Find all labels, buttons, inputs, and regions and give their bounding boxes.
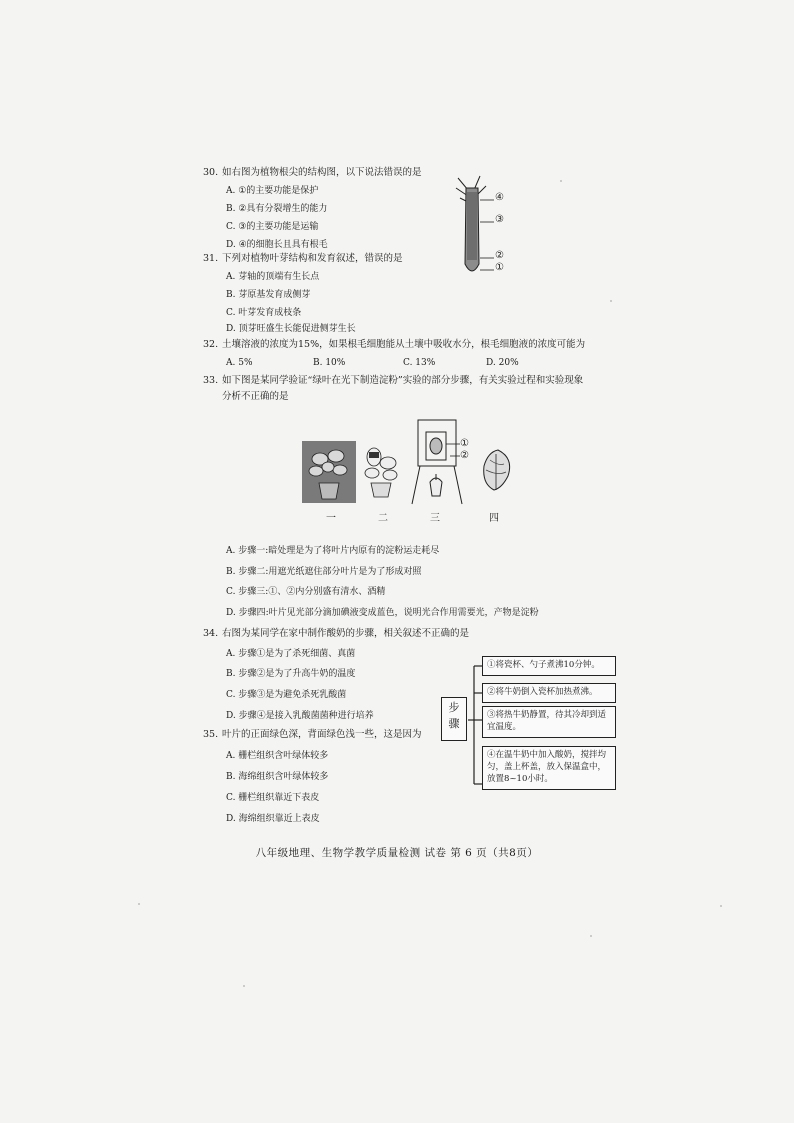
q32-option-c: C. 13%: [403, 358, 436, 368]
q35-option-b: B. 海绵组织含叶绿体较多: [226, 772, 329, 782]
q35-number: 35.: [203, 729, 219, 740]
scan-speck: [243, 985, 245, 987]
step1-dark-plant-figure: [302, 441, 356, 503]
q33-stem-line1: 如下图是某同学验证“绿叶在光下制造淀粉”实验的部分步骤，有关实验过程和实验现象: [222, 375, 584, 386]
q31-number: 31.: [203, 253, 219, 264]
q32-option-a: A. 5%: [226, 358, 253, 368]
q35-option-d: D. 海绵组织靠近上表皮: [226, 814, 320, 824]
q33-number: 33.: [203, 375, 219, 386]
beaker-label-2: ②: [460, 450, 469, 461]
fig-label-step3: 三: [430, 513, 440, 524]
root-label-4: ④: [495, 192, 504, 203]
q31-stem: 下列对植物叶芽结构和发育叙述，错误的是: [222, 253, 403, 264]
fig-label-step1: 一: [326, 513, 336, 524]
q32-stem: 土壤溶液的浓度为15%，如果根毛细胞能从土壤中吸收水分，根毛细胞液的浓度可能为: [222, 339, 586, 350]
q34-number: 34.: [203, 628, 219, 639]
q34-option-d: D. 步骤④是接入乳酸菌菌种进行培养: [226, 711, 374, 721]
q33-stem-line2: 分析不正确的是: [222, 391, 289, 402]
q35-stem: 叶片的正面绿色深，背面绿色浅一些，这是因为: [222, 729, 422, 740]
page-footer: 八年级地理、生物学教学质量检测 试卷 第 6 页（共8页）: [255, 847, 539, 859]
q31-option-c: C. 叶芽发育成枝条: [226, 308, 302, 318]
q31-option-a: A. 芽轴的顶端有生长点: [226, 272, 320, 282]
q32-option-b: B. 10%: [313, 358, 346, 368]
step-2-box: ②将牛奶倒入瓷杯加热煮沸。: [482, 683, 616, 703]
q32-number: 32.: [203, 339, 219, 350]
scan-speck: [610, 300, 612, 302]
q31-option-b: B. 芽原基发育成侧芽: [226, 290, 311, 300]
q30-option-a: A. ①的主要功能是保护: [226, 186, 319, 196]
root-label-3: ③: [495, 214, 504, 225]
q35-option-a: A. 栅栏组织含叶绿体较多: [226, 751, 329, 761]
q34-option-c: C. 步骤③是为避免杀死乳酸菌: [226, 690, 347, 700]
scan-speck: [138, 903, 140, 905]
q33-option-b: B. 步骤二:用遮光纸遮住部分叶片是为了形成对照: [226, 567, 422, 577]
q31-option-d: D. 顶芽旺盛生长能促进侧芽生长: [226, 324, 356, 334]
scan-speck: [560, 180, 562, 182]
q34-stem: 右图为某同学在家中制作酸奶的步骤，相关叙述不正确的是: [222, 628, 470, 639]
beaker-label-1: ①: [460, 438, 469, 449]
step-1-box: ①将瓷杯、勺子煮沸10分钟。: [482, 656, 616, 676]
step3-water-bath-figure: [410, 418, 476, 510]
q33-option-c: C. 步骤三:①、②内分别盛有清水、酒精: [226, 587, 386, 597]
step-diagram-title: 步骤: [441, 697, 467, 741]
q30-option-d: D. ④的细胞长且具有根毛: [226, 240, 328, 250]
q30-option-c: C. ③的主要功能是运输: [226, 222, 319, 232]
q30-stem: 如右图为植物根尖的结构图，以下说法错误的是: [222, 167, 422, 178]
q30-number: 30.: [203, 167, 219, 178]
root-label-1: ①: [495, 262, 504, 273]
q35-option-c: C. 栅栏组织靠近下表皮: [226, 793, 320, 803]
step2-covered-plant-figure: [360, 443, 402, 501]
scan-speck: [720, 905, 722, 907]
root-label-2: ②: [495, 250, 504, 261]
step4-leaf-figure: [478, 444, 518, 496]
q34-option-a: A. 步骤①是为了杀死细菌、真菌: [226, 649, 356, 659]
q32-option-d: D. 20%: [486, 358, 519, 368]
root-tip-figure: [450, 172, 520, 284]
scan-speck: [590, 935, 592, 937]
q33-option-a: A. 步骤一:暗处理是为了将叶片内原有的淀粉运走耗尽: [226, 546, 440, 556]
fig-label-step4: 四: [489, 513, 499, 524]
q33-option-d: D. 步骤四:叶片见光部分滴加碘液变成蓝色，说明光合作用需要光，产物是淀粉: [226, 608, 539, 618]
step-3-box: ③将热牛奶静置，待其冷却到适宜温度。: [482, 706, 616, 738]
q30-option-b: B. ②具有分裂增生的能力: [226, 204, 328, 214]
q34-option-b: B. 步骤②是为了升高牛奶的温度: [226, 669, 356, 679]
step-4-box: ④在温牛奶中加入酸奶，搅拌均匀，盖上杯盖，放入保温盒中，放置8~10小时。: [482, 746, 616, 790]
fig-label-step2: 二: [378, 513, 388, 524]
